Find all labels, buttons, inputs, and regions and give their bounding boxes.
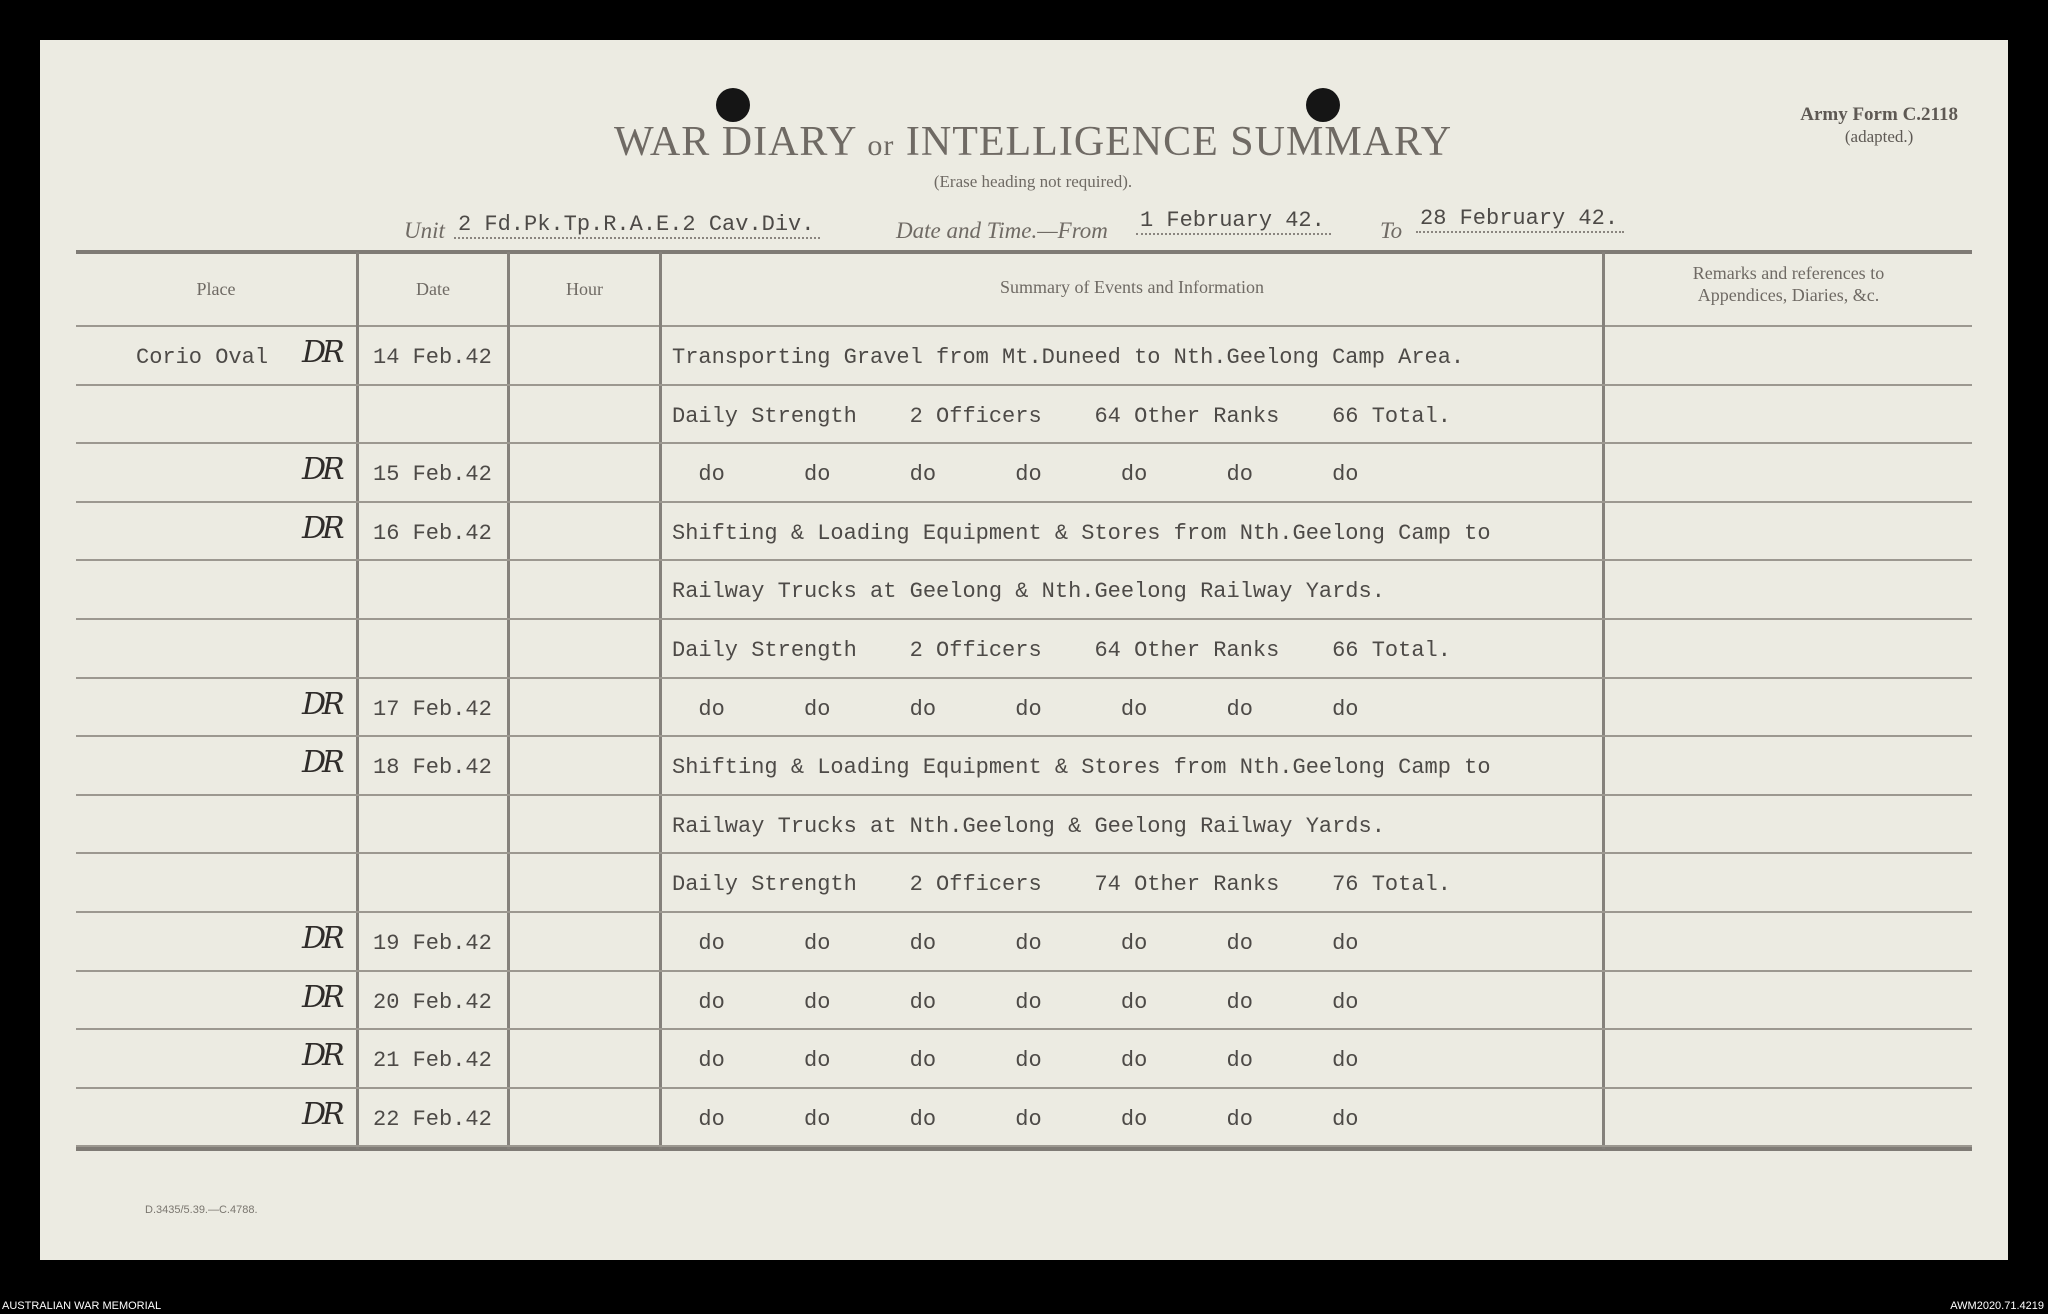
row-date: 22 Feb.42 <box>373 1107 492 1132</box>
row-rule <box>76 970 1972 972</box>
column-header-date: Date <box>416 279 450 299</box>
remarks-heading-line1: Remarks and references to <box>1692 263 1885 283</box>
army-form-adapted: (adapted.) <box>1844 127 1914 146</box>
row-summary: do do do do do do do <box>672 462 1359 487</box>
unit-date-line <box>40 206 2008 252</box>
row-place: Corio Oval <box>136 345 269 370</box>
punch-hole-left <box>716 88 750 122</box>
date-time-label: Date and Time.—From <box>896 218 1108 243</box>
table-bottom-rule <box>76 1147 1972 1151</box>
date-from-value: 1 February 42. <box>1136 208 1331 235</box>
row-summary: Shifting & Loading Equipment & Stores from Nth.Geelong Camp to <box>672 521 1491 546</box>
row-rule <box>76 1145 1972 1147</box>
row-initials: DR <box>302 511 341 546</box>
row-initials: DR <box>302 335 341 370</box>
column-rule-place <box>356 252 359 1149</box>
row-summary: do do do do do do do <box>672 1107 1359 1132</box>
row-summary: do do do do do do do <box>672 697 1359 722</box>
row-date: 20 Feb.42 <box>373 990 492 1015</box>
table-top-rule <box>76 250 1972 254</box>
row-initials: DR <box>302 921 341 956</box>
punch-hole-right <box>1306 88 1340 122</box>
row-summary: Railway Trucks at Nth.Geelong & Geelong Railway Yards. <box>672 814 1385 839</box>
row-summary: do do do do do do do <box>672 931 1359 956</box>
row-date: 14 Feb.42 <box>373 345 492 370</box>
page-title <box>40 118 2026 166</box>
row-date: 17 Feb.42 <box>373 697 492 722</box>
row-rule <box>76 618 1972 620</box>
row-date: 16 Feb.42 <box>373 521 492 546</box>
caption-right: AWM2020.71.4219 <box>1950 1300 2044 1312</box>
row-initials: DR <box>302 452 341 487</box>
row-summary: Railway Trucks at Geelong & Nth.Geelong Railway Yards. <box>672 579 1385 604</box>
row-rule <box>76 442 1972 444</box>
row-rule <box>76 501 1972 503</box>
row-summary: do do do do do do do <box>672 1048 1359 1073</box>
row-rule <box>76 1028 1972 1030</box>
erase-heading-note: (Erase heading not required). <box>933 172 1133 191</box>
row-rule <box>76 852 1972 854</box>
row-initials: DR <box>302 980 341 1015</box>
column-rule-summary <box>1602 252 1605 1149</box>
row-rule <box>76 559 1972 561</box>
row-date: 21 Feb.42 <box>373 1048 492 1073</box>
unit-label: Unit <box>404 218 445 243</box>
row-summary: do do do do do do do <box>672 990 1359 1015</box>
army-form-number: Army Form C.2118 <box>1800 104 1958 125</box>
print-code: D.3435/5.39.—C.4788. <box>145 1204 258 1216</box>
row-summary: Daily Strength 2 Officers 64 Other Ranks 66 Total. <box>672 638 1451 663</box>
row-date: 15 Feb.42 <box>373 462 492 487</box>
row-initials: DR <box>302 745 341 780</box>
row-summary: Transporting Gravel from Mt.Duneed to Nth.Geelong Camp Area. <box>672 345 1465 370</box>
column-header-place: Place <box>196 279 236 299</box>
column-header-summary: Summary of Events and Information <box>1000 277 1264 297</box>
column-rule-date <box>507 252 510 1149</box>
unit-value: 2 Fd.Pk.Tp.R.A.E.2 Cav.Div. <box>454 212 820 239</box>
to-label: To <box>1380 218 1403 243</box>
row-rule <box>76 911 1972 913</box>
row-date: 19 Feb.42 <box>373 931 492 956</box>
title-war-diary: WAR DIARY <box>613 119 856 165</box>
header-bottom-rule <box>76 325 1972 327</box>
column-rule-hour <box>659 252 662 1149</box>
row-initials: DR <box>302 687 341 722</box>
title-intelligence-summary: INTELLIGENCE SUMMARY <box>905 119 1453 165</box>
column-header-remarks <box>1605 262 1972 306</box>
row-summary: Shifting & Loading Equipment & Stores from Nth.Geelong Camp to <box>672 755 1491 780</box>
remarks-heading-line2: Appendices, Diaries, &c. <box>1697 285 1880 305</box>
row-initials: DR <box>302 1097 341 1132</box>
diary-page <box>40 40 2008 1260</box>
date-to-value: 28 February 42. <box>1416 206 1624 233</box>
army-form-label <box>1800 104 1958 148</box>
caption-left: AUSTRALIAN WAR MEMORIAL <box>2 1300 162 1312</box>
row-date: 18 Feb.42 <box>373 755 492 780</box>
row-initials: DR <box>302 1038 341 1073</box>
title-or: or <box>867 129 895 162</box>
row-rule <box>76 735 1972 737</box>
row-rule <box>76 1087 1972 1089</box>
row-summary: Daily Strength 2 Officers 64 Other Ranks 66 Total. <box>672 404 1451 429</box>
row-summary: Daily Strength 2 Officers 74 Other Ranks 76 Total. <box>672 872 1451 897</box>
row-rule <box>76 677 1972 679</box>
row-rule <box>76 384 1972 386</box>
row-rule <box>76 794 1972 796</box>
column-header-hour: Hour <box>566 279 603 299</box>
